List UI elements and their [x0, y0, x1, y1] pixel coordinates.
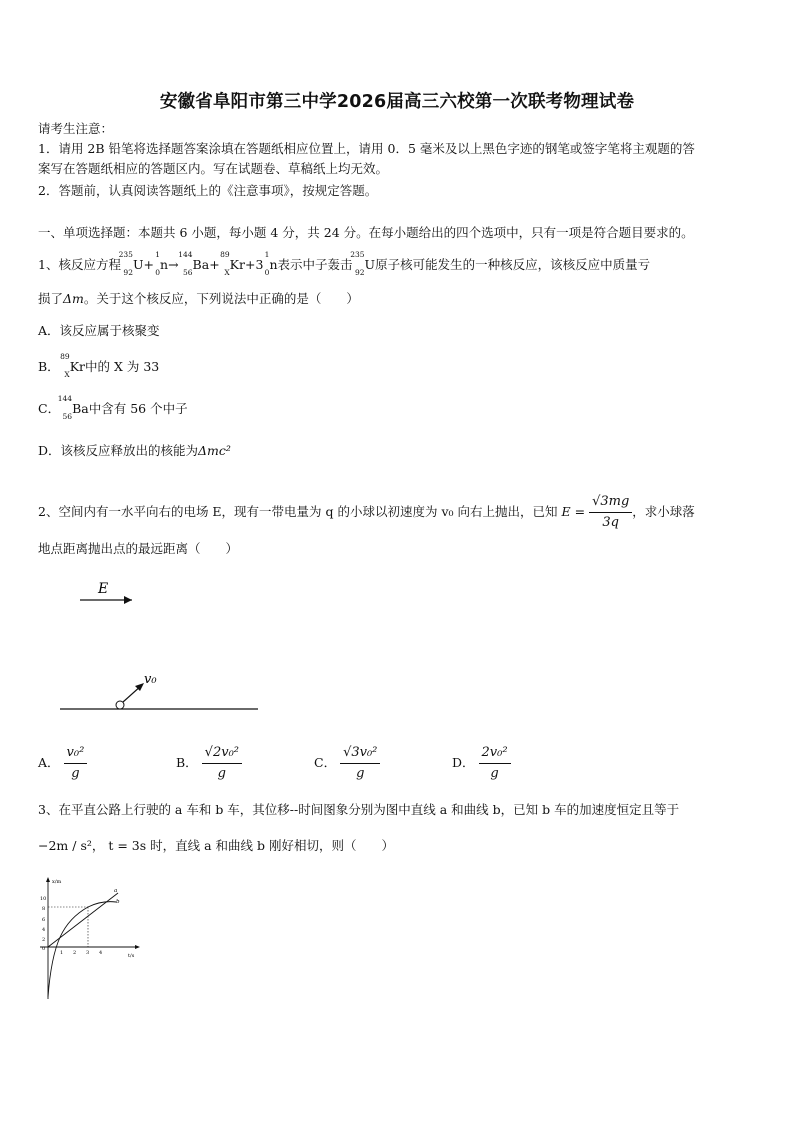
y-axis-label: x/m — [52, 879, 62, 885]
y-tick: 0 — [42, 946, 46, 952]
notice-item-1-line-1: 1．请用 2B 铅笔将选择题答案涂填在答题纸相应位置上，请用 0．5 毫米及以上黑色字迹的钢笔或签字笔将主观题的答 — [38, 141, 695, 156]
q1-suffix: 原子核可能发生的一种核反应，该核反应中质量亏 — [375, 257, 651, 272]
q1-option-d[interactable]: D．该核反应释放出的核能为Δmc² — [38, 443, 231, 458]
line-a-label: a — [114, 888, 118, 894]
nuclide-ba144: 144 56 Ba — [178, 250, 210, 277]
velocity-label: v₀ — [144, 672, 157, 687]
question-2-line-2: 地点距离抛出点的最远距离（ ） — [38, 541, 239, 556]
q2-option-a[interactable]: A． $\frac{\text{v₀²}}{g}$ — [38, 744, 87, 783]
ball — [116, 701, 124, 709]
question-2-line-1: 2、空间内有一水平向右的电场 E，现有一带电量为 q 的小球以初速度为 v₀ 向右上抛出，已知 E = $\frac{√3mg}{3q}$ ，求小球落 — [38, 494, 695, 530]
x-tick: 3 — [86, 950, 90, 956]
electric-field-diagram — [50, 575, 270, 715]
x-tick: 4 — [99, 950, 103, 956]
curve-b — [48, 902, 116, 997]
x-axis-label: t/s — [128, 953, 135, 959]
y-tick: 6 — [42, 917, 46, 923]
plus-sign: + — [209, 257, 220, 272]
nuclide-neutron-2: 1 0 n — [264, 250, 278, 277]
notice-heading: 请考生注意： — [38, 121, 114, 136]
question-3-line-1: 3、在平直公路上行驶的 a 车和 b 车，其位移--时间图象分别为图中直线 a 和曲线 b，已知 b 车的加速度恒定且等于 — [38, 802, 680, 817]
question-1-line-2: 损了Δm。关于这个核反应，下列说法中正确的是（ ） — [38, 291, 359, 306]
reaction-arrow: → — [168, 257, 179, 272]
nuclide-u235: 235 92 U — [118, 250, 144, 277]
q2-option-b[interactable]: B． $\frac{\text{√2v₀²}}{g}$ — [176, 744, 242, 783]
page-title: 安徽省阜阳市第三中学2026届高三六校第一次联考物理试卷 — [159, 92, 635, 112]
position-time-graph — [28, 873, 148, 1003]
q1-mid-text: 表示中子轰击 — [277, 257, 353, 272]
q1-option-c[interactable]: C． 144 56 Ba中含有 56 个中子 — [38, 394, 188, 421]
y-tick: 10 — [40, 896, 47, 902]
question-3-line-2: −2m / s²， t = 3s 时，直线 a 和曲线 b 刚好相切，则（ ） — [38, 838, 394, 853]
curve-b-label: b — [116, 899, 120, 905]
nuclide-kr89: 89 X Kr — [220, 250, 245, 277]
nuclide-u235-2: 235 92 U — [350, 250, 376, 277]
formula-lhs: E = — [561, 504, 586, 519]
question-1-line-1 — [38, 250, 651, 277]
field-label: E — [98, 581, 109, 597]
q1-option-a[interactable]: A．该反应属于核聚变 — [38, 323, 160, 338]
x-tick: 2 — [73, 950, 77, 956]
y-tick: 2 — [42, 937, 46, 943]
notice-item-2: 2．答题前，认真阅读答题纸上的《注意事项》，按规定答题。 — [38, 183, 378, 198]
q2-option-d[interactable]: D． $\frac{\text{2v₀²}}{g}$ — [452, 744, 511, 783]
y-tick: 8 — [42, 906, 46, 912]
x-tick: 1 — [60, 950, 64, 956]
notice-item-1-line-2: 案写在答题纸相应的答题区内。写在试题卷、草稿纸上均无效。 — [38, 161, 389, 176]
line-a — [48, 893, 118, 947]
q1-option-b[interactable]: B． 89 X Kr中的 X 为 33 — [38, 352, 160, 379]
plus-sign: + — [143, 257, 154, 272]
q1-prefix: 1、核反应方程 — [38, 257, 121, 272]
section-heading: 一、单项选择题：本题共 6 小题，每小题 4 分，共 24 分。在每小题给出的四个选项中，只有一项是符合题目要求的。 — [38, 225, 694, 240]
q2-option-c[interactable]: C． $\frac{\text{√3v₀²}}{g}$ — [314, 744, 380, 783]
plus-three: +3 — [245, 257, 264, 272]
formula-fraction: $\frac{√3mg}{3q}$ — [589, 493, 632, 532]
nuclide-neutron: 1 0 n — [155, 250, 169, 277]
y-tick: 4 — [42, 927, 46, 933]
